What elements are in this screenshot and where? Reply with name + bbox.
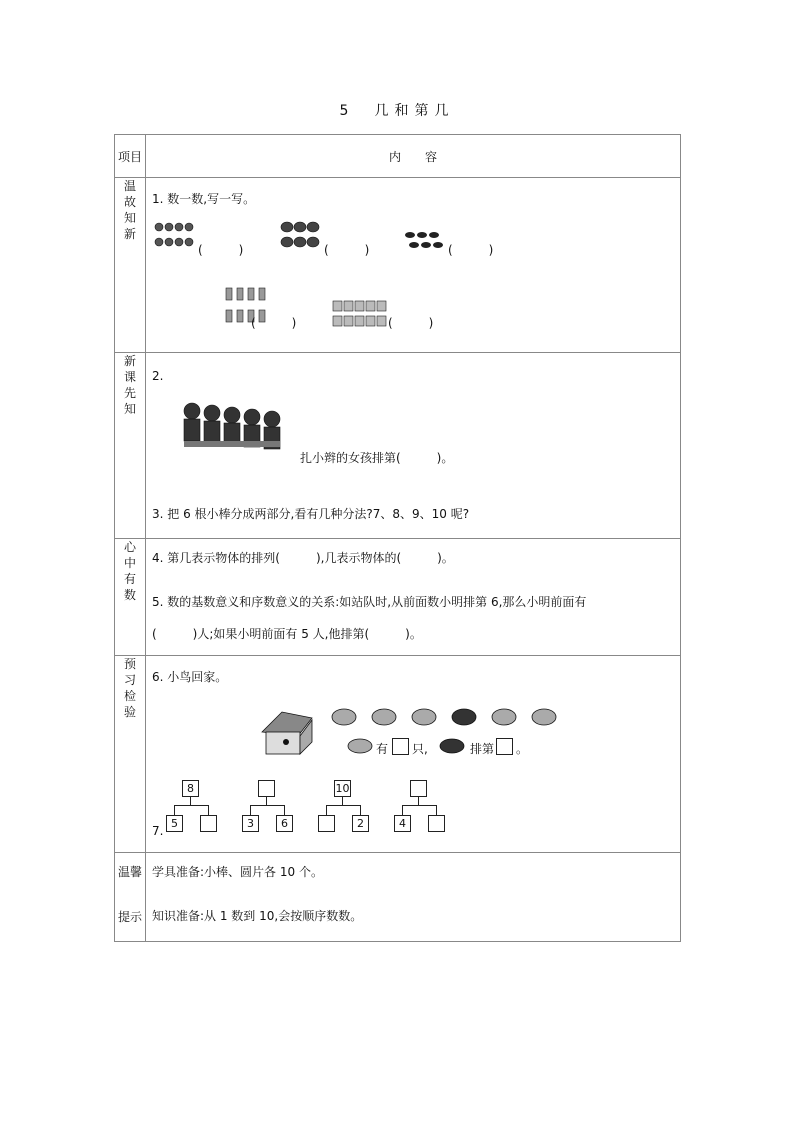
question-6-end: 。	[516, 742, 529, 756]
answer-paren[interactable]: ( )	[388, 316, 434, 330]
row-content-mind	[146, 539, 681, 656]
question-5b: ( )人;如果小明前面有 5 人,他排第( )。	[152, 627, 422, 641]
header-item	[115, 135, 146, 178]
row-content-review	[146, 178, 681, 353]
tree-left[interactable]: 5	[166, 815, 183, 832]
question-3: 3. 把 6 根小棒分成两部分,看有几种分法?7、8、9、10 呢?	[152, 507, 470, 521]
box-icon	[332, 300, 390, 330]
row-content-tips	[146, 853, 681, 942]
butterfly-icon	[280, 220, 320, 252]
row-label-tips	[115, 853, 146, 942]
answer-paren[interactable]: ( )	[324, 243, 370, 257]
tips-line-1: 学具准备:小棒、圆片各 10 个。	[152, 865, 323, 879]
girls-icon	[178, 399, 296, 461]
ladybug-icon	[154, 220, 194, 252]
header-item-label: 项目	[117, 149, 142, 164]
header-content	[146, 135, 681, 178]
tree-right[interactable]: 2	[352, 815, 369, 832]
question-2: 2.	[152, 369, 164, 383]
row-label-mind: 心中有数	[115, 539, 146, 656]
answer-paren[interactable]: ( )	[448, 243, 494, 257]
question-7: 7.	[152, 824, 164, 838]
row-label-preview: 预习检验	[115, 656, 146, 853]
bird-icon	[438, 736, 466, 756]
page-title: 5 几和第几	[339, 103, 455, 119]
tree-left[interactable]: 4	[394, 815, 411, 832]
tree-right[interactable]: 6	[276, 815, 293, 832]
tree-top[interactable]: 8	[182, 780, 199, 797]
answer-paren[interactable]: ( )	[251, 316, 297, 330]
tips-line-2: 知识准备:从 1 数到 10,会按顺序数数。	[152, 909, 363, 923]
bird-icon	[346, 736, 374, 756]
answer-box-count[interactable]	[392, 738, 409, 755]
tree-left[interactable]	[318, 815, 335, 832]
row-label-newlesson: 新课先知	[115, 353, 146, 539]
question-2-text: 扎小辫的女孩排第( )。	[300, 451, 454, 465]
tree-top[interactable]	[258, 780, 275, 797]
ant-icon	[404, 230, 444, 252]
answer-box-rank[interactable]	[496, 738, 513, 755]
row-label-review: 温故知新	[115, 178, 146, 353]
tree-right[interactable]	[200, 815, 217, 832]
tree-top[interactable]: 10	[335, 782, 350, 795]
row-content-newlesson	[146, 353, 681, 539]
question-4: 4. 第几表示物体的排列( ),几表示物体的( )。	[152, 551, 454, 565]
question-6-has: 有	[376, 742, 389, 756]
lesson-table	[114, 134, 681, 942]
tree-left[interactable]: 3	[242, 815, 259, 832]
question-5a: 5. 数的基数意义和序数意义的关系:如站队时,从前面数小明排第 6,那么小明前面有	[152, 595, 587, 609]
header-content-label: 内 容	[388, 149, 437, 164]
tips-label-bottom: 提示	[117, 910, 142, 924]
question-1: 1. 数一数,写一写。	[152, 192, 256, 206]
tree-right[interactable]	[428, 815, 445, 832]
answer-paren[interactable]: ( )	[198, 243, 244, 257]
question-6: 6. 小鸟回家。	[152, 670, 228, 684]
bird-icon	[330, 704, 570, 730]
tips-label-top: 温馨	[117, 865, 142, 879]
row-content-preview	[146, 656, 681, 853]
tree-top[interactable]	[410, 780, 427, 797]
question-6-zhi: 只,	[412, 742, 428, 756]
house-icon	[258, 708, 316, 758]
question-6-pai: 排第	[470, 742, 495, 756]
